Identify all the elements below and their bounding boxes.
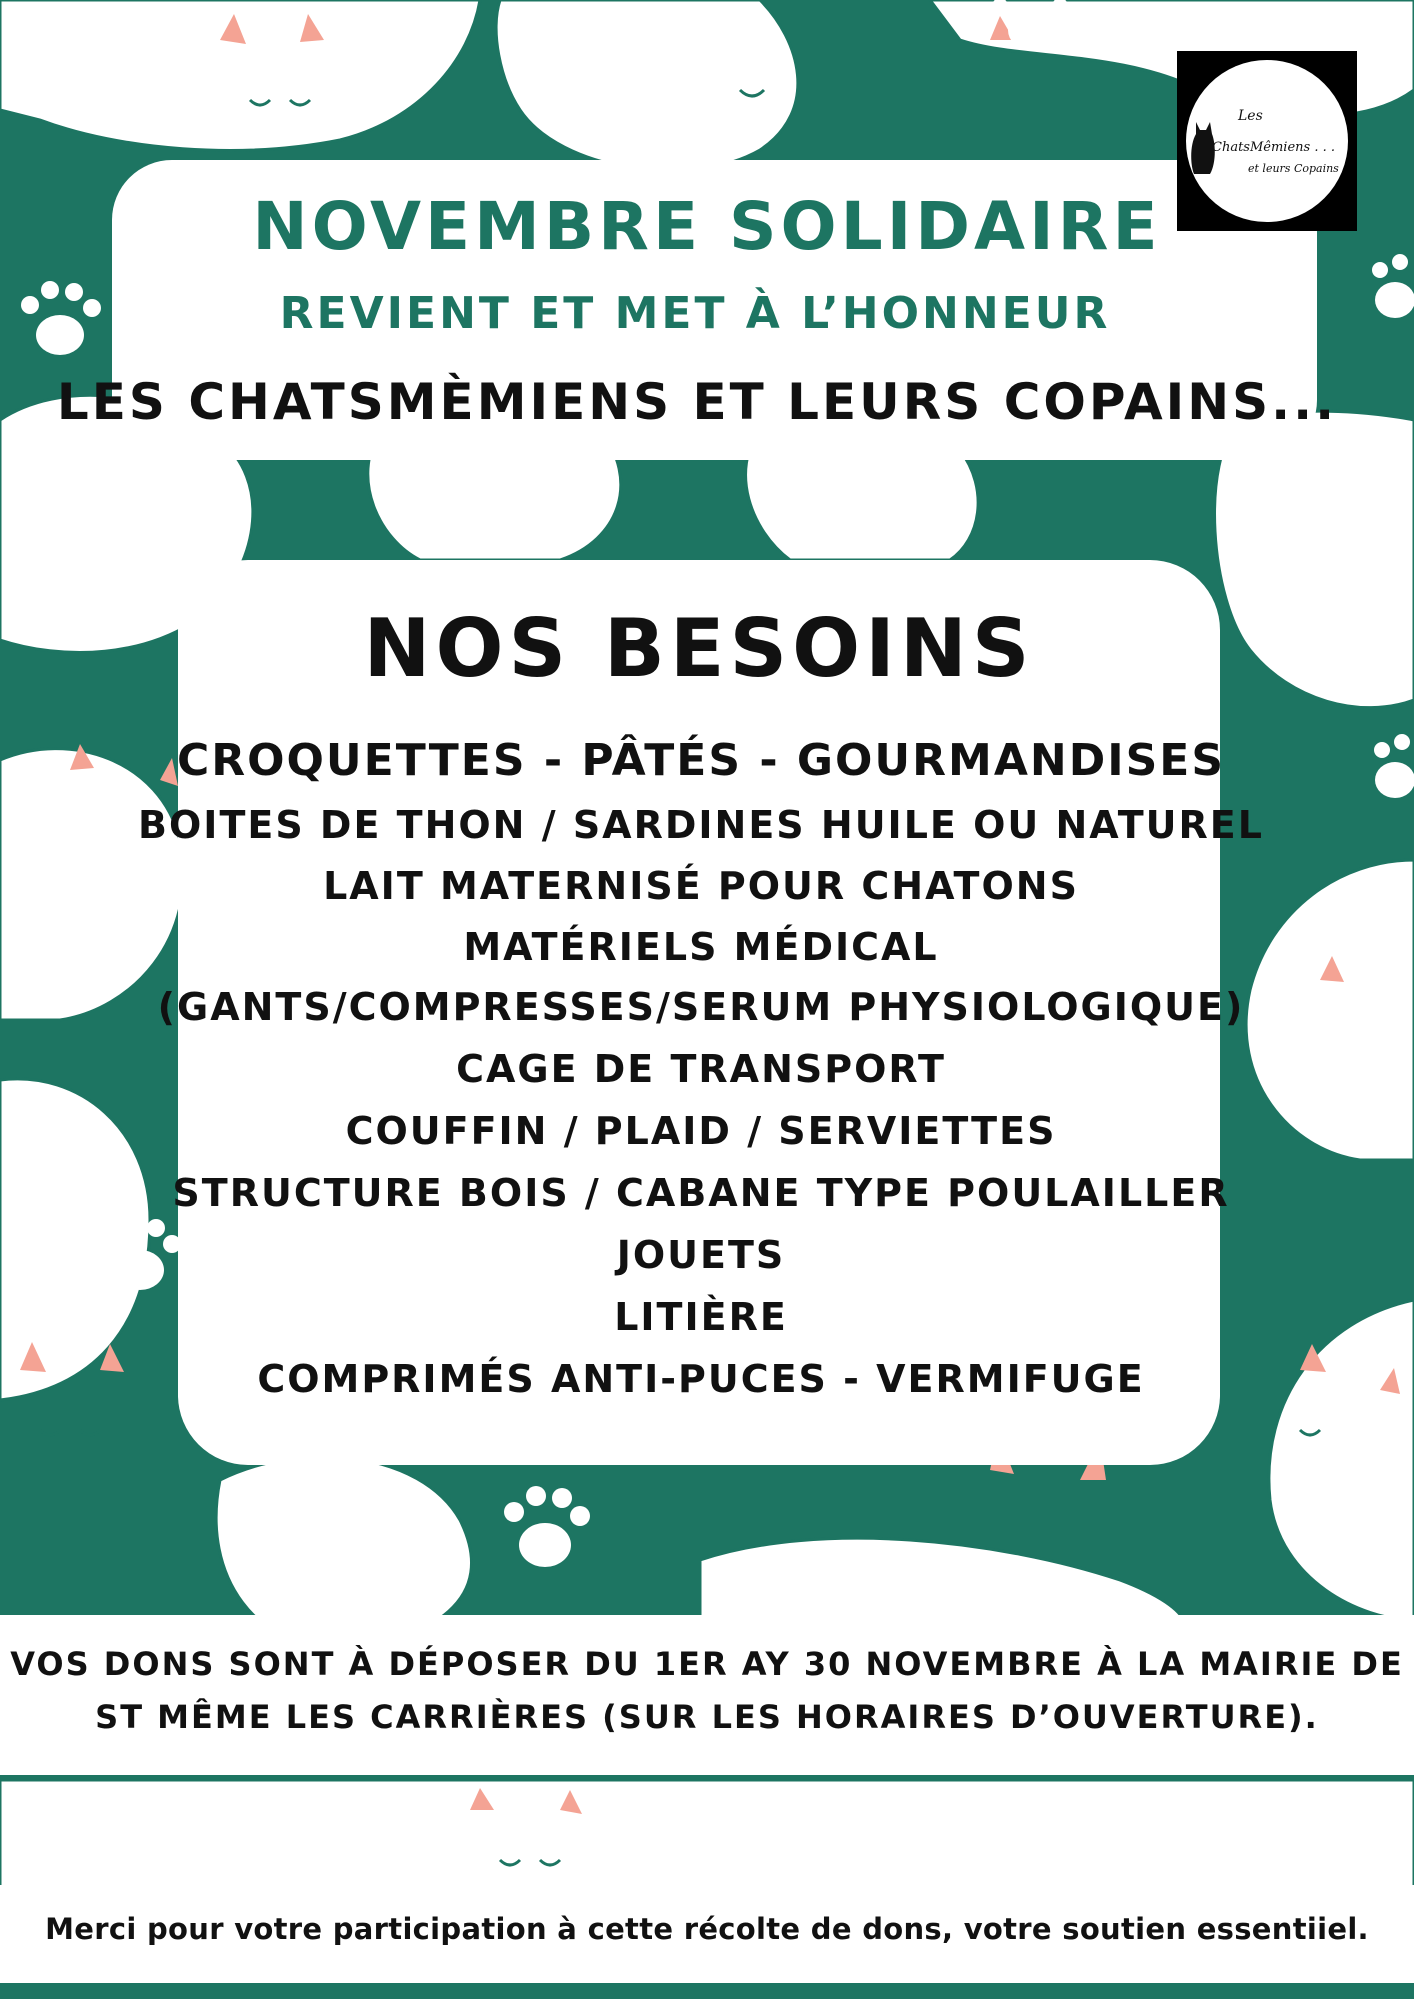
page-title: NOVEMBRE SOLIDAIRE xyxy=(252,188,1162,265)
cat-illustration xyxy=(0,1780,1414,1890)
needs-title: NOS BESOINS xyxy=(363,602,1035,695)
dropoff-line2: ST MÊME LES CARRIÈRES (SUR LES HORAIRES D’OUVERTURE). xyxy=(95,1698,1319,1736)
thanks-message: Merci pour votre participation à cette récolte de dons, votre soutien essentiiel. xyxy=(45,1912,1369,1946)
need-item: JOUETS xyxy=(616,1233,786,1277)
need-item: (GANTS/COMPRESSES/SERUM PHYSIOLOGIQUE) xyxy=(157,985,1245,1029)
need-item: LITIÈRE xyxy=(614,1295,788,1339)
logo-text-line3: et leurs Copains xyxy=(1248,162,1339,175)
need-item: LAIT MATERNISÉ POUR CHATONS xyxy=(323,864,1079,908)
dropoff-line1: VOS DONS SONT À DÉPOSER DU 1ER AY 30 NOVEMBRE À LA MAIRIE DE xyxy=(10,1645,1404,1683)
need-item: COUFFIN / PLAID / SERVIETTES xyxy=(345,1109,1057,1153)
page-subtitle: REVIENT ET MET À L’HONNEUR xyxy=(279,288,1111,339)
need-item: COMPRIMÉS ANTI-PUCES - VERMIFUGE xyxy=(257,1357,1145,1401)
need-item: BOITES DE THON / SARDINES HUILE OU NATUREL xyxy=(138,803,1264,847)
need-item: CROQUETTES - PÂTÉS - GOURMANDISES xyxy=(176,735,1226,786)
association-name: LES CHATSMÈMIENS ET LEURS COPAINS... xyxy=(56,373,1338,431)
need-item: MATÉRIELS MÉDICAL xyxy=(463,925,939,969)
need-item: STRUCTURE BOIS / CABANE TYPE POULAILLER xyxy=(172,1171,1230,1215)
logo-text-line1: Les xyxy=(1238,108,1263,124)
dropoff-panel xyxy=(0,1615,1414,1775)
logo-text-line2: ChatsMêmiens . . . xyxy=(1212,140,1335,155)
need-item: CAGE DE TRANSPORT xyxy=(456,1047,946,1091)
